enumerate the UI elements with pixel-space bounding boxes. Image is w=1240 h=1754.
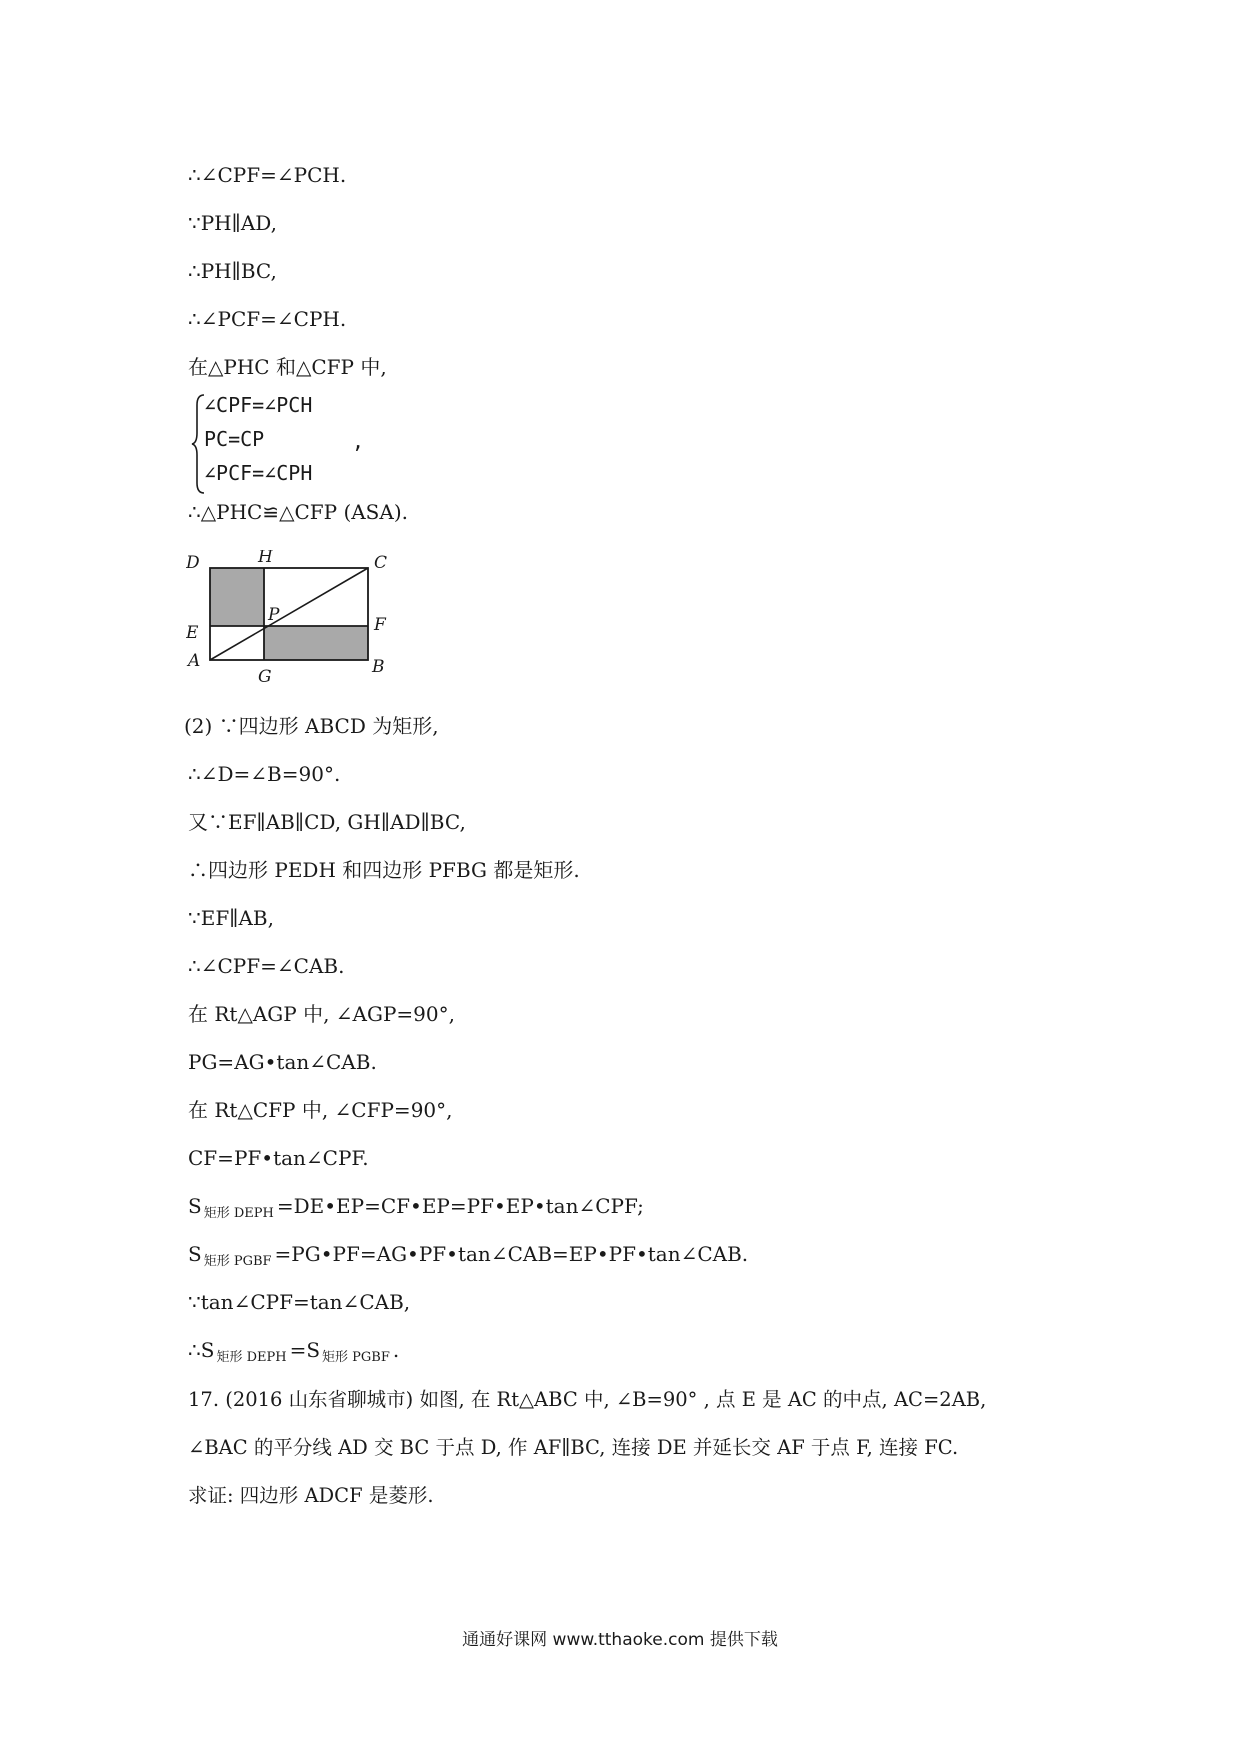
part2-line-1: (2) ∵四边形 ABCD 为矩形, xyxy=(184,714,439,738)
final-end: . xyxy=(392,1338,400,1362)
final-conclusion xyxy=(188,1338,399,1366)
problem17-line-1: 17. (2016 山东省聊城市) 如图, 在 Rt△ABC 中, ∠B=90° , 点 E 是 AC 的中点, AC=2AB, xyxy=(188,1388,987,1411)
footer-source: 通通好课网 www.tthaoke.com 提供下载 xyxy=(462,1630,778,1650)
area-expression: =DE•EP=CF•EP=PF•EP•tan∠CPF; xyxy=(276,1194,644,1218)
part2-line-3: 又∵EF∥AB∥CD, GH∥AD∥BC, xyxy=(188,810,466,834)
label-F: F xyxy=(374,615,386,635)
system-row-3: ∠PCF=∠CPH xyxy=(204,461,313,485)
proof-line-5: 在△PHC 和△CFP 中, xyxy=(188,355,387,379)
final-subscript-1: 矩形 DEPH xyxy=(216,1350,287,1365)
equation-system xyxy=(190,393,410,495)
final-eq: =S xyxy=(289,1338,321,1362)
part2-line-9: 在 Rt△CFP 中, ∠CFP=90°, xyxy=(188,1098,453,1122)
part2-line-8: PG=AG•tan∠CAB. xyxy=(188,1050,377,1074)
system-row-2: PC=CP xyxy=(204,427,265,451)
rectangle-figure xyxy=(186,550,426,690)
label-G: G xyxy=(258,667,272,687)
label-A: A xyxy=(188,651,201,671)
label-B: B xyxy=(372,657,385,677)
system-row-1: ∠CPF=∠PCH xyxy=(204,393,313,417)
shaded-rect-PGBF xyxy=(264,626,368,660)
label-P: P xyxy=(268,605,280,625)
label-D: D xyxy=(186,553,200,573)
area-symbol: S xyxy=(188,1242,202,1266)
area-PGBF-line xyxy=(188,1242,748,1270)
part2-line-4: ∴四边形 PEDH 和四边形 PFBG 都是矩形. xyxy=(188,858,580,882)
part2-line-10: CF=PF•tan∠CPF. xyxy=(188,1146,369,1170)
proof-line-3: ∴PH∥BC, xyxy=(188,259,277,283)
proof-line-4: ∴∠PCF=∠CPH. xyxy=(188,307,347,331)
part2-line-5: ∵EF∥AB, xyxy=(188,906,274,930)
label-E: E xyxy=(186,623,199,643)
final-subscript-2: 矩形 PGBF xyxy=(322,1350,390,1365)
proof-line-1: ∴∠CPF=∠PCH. xyxy=(188,163,347,187)
area-DEPH-line xyxy=(188,1194,644,1222)
area-expression: =PG•PF=AG•PF•tan∠CAB=EP•PF•tan∠CAB. xyxy=(274,1242,749,1266)
problem17-line-3: 求证: 四边形 ADCF 是菱形. xyxy=(188,1484,434,1507)
part2-line-6: ∴∠CPF=∠CAB. xyxy=(188,954,345,978)
area-subscript: 矩形 DEPH xyxy=(203,1206,274,1221)
label-C: C xyxy=(374,553,388,573)
label-H: H xyxy=(258,550,273,567)
area-symbol: S xyxy=(188,1194,202,1218)
area-subscript: 矩形 PGBF xyxy=(203,1254,272,1269)
tan-equality-line: ∵tan∠CPF=tan∠CAB, xyxy=(188,1290,411,1314)
shaded-rect-DEPH xyxy=(210,568,264,626)
problem17-line-2: ∠BAC 的平分线 AD 交 BC 于点 D, 作 AF∥BC, 连接 DE 并延长交 AF 于点 F, 连接 FC. xyxy=(188,1436,959,1459)
system-comma: , xyxy=(352,429,365,453)
proof-line-2: ∵PH∥AD, xyxy=(188,211,277,235)
congruence-conclusion: ∴△PHC≌△CFP (ASA). xyxy=(188,500,408,524)
final-prefix: ∴S xyxy=(188,1338,215,1362)
part2-line-7: 在 Rt△AGP 中, ∠AGP=90°, xyxy=(188,1002,455,1026)
part2-line-2: ∴∠D=∠B=90°. xyxy=(188,762,341,786)
